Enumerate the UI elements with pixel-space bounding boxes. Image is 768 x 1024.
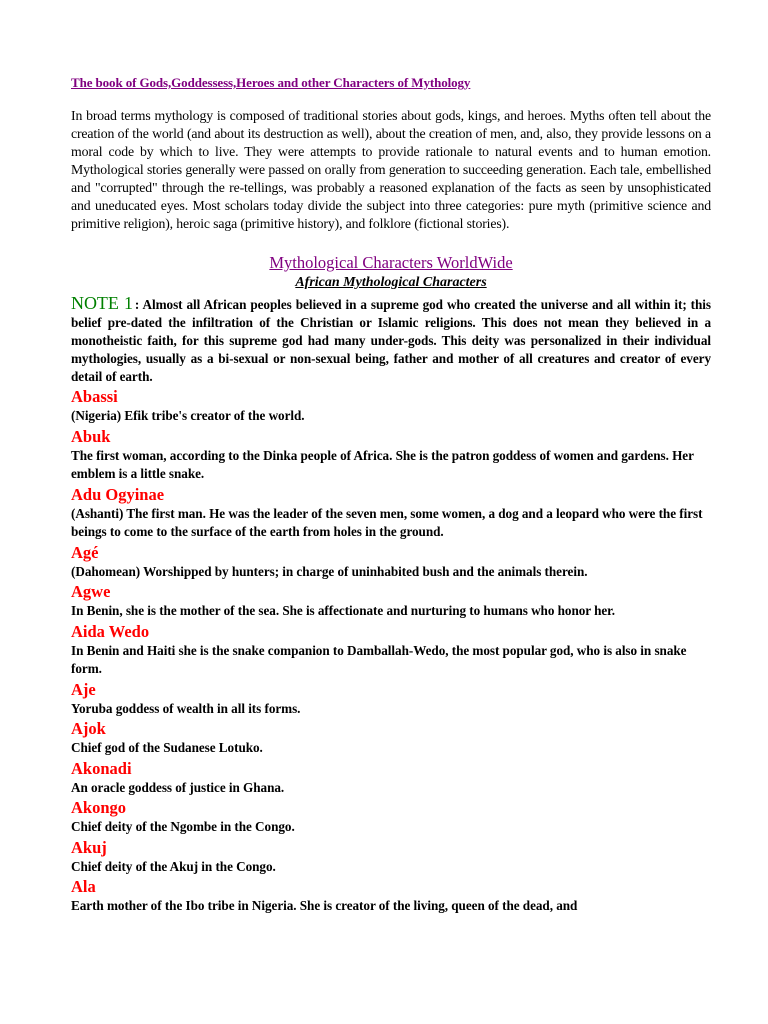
subsection-title: African Mythological Characters — [295, 275, 487, 290]
entry-description: The first woman, according to the Dinka people of Africa. She is the patron goddess of women and gardens. Her emblem is a little snake. — [71, 447, 694, 481]
entry-agwe — [71, 582, 711, 621]
entry-name: Agwe — [71, 582, 111, 601]
document-page — [71, 74, 711, 916]
entry-name: Ajok — [71, 719, 106, 738]
entry-name: Akonadi — [71, 758, 132, 778]
entry-name: Aje — [71, 679, 96, 699]
entry-list — [71, 387, 711, 916]
entry-description: (Nigeria) Efik tribe's creator of the world. — [71, 408, 305, 423]
entry-name: Akongo — [71, 798, 127, 817]
entry-name: Ala — [71, 877, 96, 896]
entry-description: In Benin, she is the mother of the sea. She is affectionate and nurturing to humans who honor her. — [71, 603, 616, 618]
entry-ajok — [71, 719, 711, 758]
intro-paragraph: In broad terms mythology is composed of traditional stories about gods, kings, and heroes. Myths often tell about the creation of the world (and about its destruction as well), about the creation of men, and, also, they provide lessons on a moral code by which to live. They were attempts to provide rationale to natural events and to human emotion. Mythological stories generally were passed on orally from generation to succeeding generation. Each tale, embellished and "corrupted" through the re-tellings, was probably a reasoned explanation of the facts as seen by unsophisticated and uneducated eyes. Most scholars today divide the subject into three categories: pure myth (primitive science and primitive religion), heroic saga (primitive history), and folklore (fictional stories). — [71, 108, 711, 231]
entry-abuk — [71, 427, 711, 484]
note-text: : Almost all African peoples believed in a supreme god who created the universe and all within it; this belief pre-dated the infiltration of the Christian or Islamic religions. This does not mean they believed in a monotheistic faith, for this supreme god had many under-gods. This deity was personalized in their individual mythologies, usually as a bi-sexual or non-sexual being, father and mother of all creatures and creator of every detail of earth. — [71, 297, 711, 384]
entry-akongo — [71, 798, 711, 837]
entry-description: Yoruba goddess of wealth in all its forms. — [71, 700, 301, 716]
entry-description: (Dahomean) Worshipped by hunters; in charge of uninhabited bush and the animals therein. — [71, 563, 588, 579]
entry-age — [71, 543, 711, 582]
entry-name: Abuk — [71, 426, 111, 446]
entry-name: Aida Wedo — [71, 621, 150, 641]
entry-description: Earth mother of the Ibo tribe in Nigeria. She is creator of the living, queen of the dead, and — [71, 898, 578, 913]
entry-description: In Benin and Haiti she is the snake companion to Damballah-Wedo, the most popular god, who is also in snake form. — [71, 642, 687, 676]
entry-name: Agé — [71, 542, 99, 562]
entry-aje — [71, 680, 711, 719]
entry-adu-ogyinae — [71, 485, 711, 542]
entry-name: Abassi — [71, 387, 118, 406]
note-paragraph — [71, 294, 711, 386]
entry-description: Chief god of the Sudanese Lotuko. — [71, 740, 263, 755]
entry-description: Chief deity of the Akuj in the Congo. — [71, 858, 276, 874]
entry-name: Adu Ogyinae — [71, 484, 165, 504]
entry-ala — [71, 877, 711, 916]
entry-aida-wedo — [71, 622, 711, 679]
section-title: Mythological Characters WorldWide — [269, 253, 513, 272]
entry-description: (Ashanti) The first man. He was the leader of the seven men, some women, a dog and a leopard who were the first beings to come to the surface of the earth from holes in the ground. — [71, 505, 703, 539]
entry-description: Chief deity of the Ngombe in the Congo. — [71, 819, 295, 834]
entry-abassi — [71, 387, 711, 426]
entry-name: Akuj — [71, 837, 107, 857]
entry-akuj — [71, 838, 711, 877]
entry-description: An oracle goddess of justice in Ghana. — [71, 779, 285, 795]
entry-akonadi — [71, 759, 711, 798]
document-title: The book of Gods,Goddessess,Heroes and other Characters of Mythology — [71, 75, 471, 90]
note-label: NOTE 1 — [71, 293, 133, 313]
